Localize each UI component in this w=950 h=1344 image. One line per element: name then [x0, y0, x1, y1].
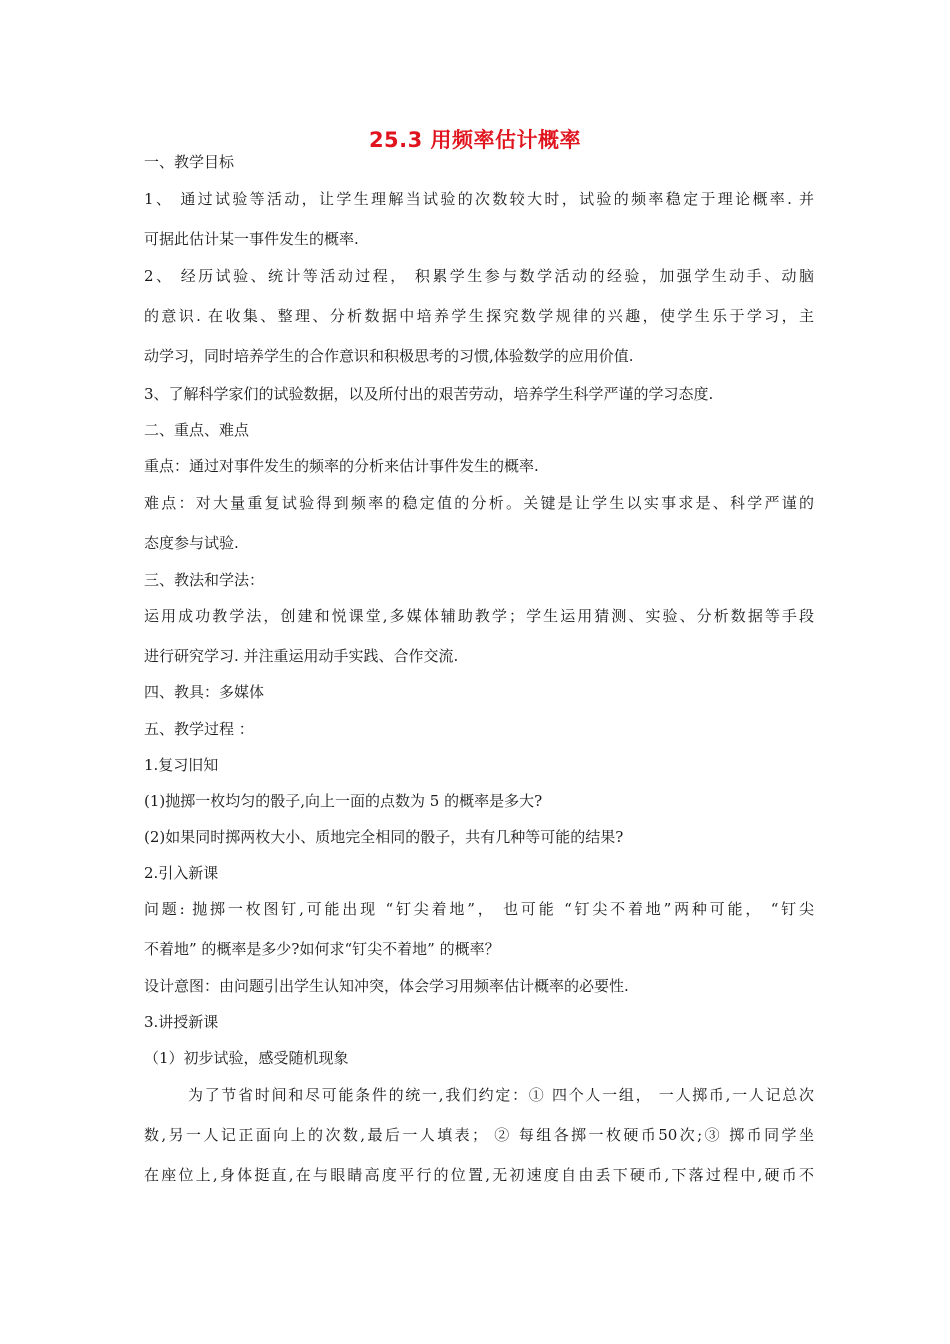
paragraph-line: 为了节省时间和尽可能条件的统一,我们约定：① 四个人一组， 一人掷币,一人记总次 — [188, 1086, 814, 1104]
section-heading-process: 五、教学过程 ： — [144, 720, 254, 738]
paragraph-line: 重点：通过对事件发生的频率的分析来估计事件发生的概率. — [144, 457, 539, 475]
paragraph-line: 的意识. 在收集、整理、分析数据中培养学生探究数学规律的兴趣，使学生乐于学习，主 — [144, 307, 814, 325]
subheading-initial-experiment: （1）初步试验，感受随机现象 — [144, 1049, 349, 1067]
paragraph-line: 运用成功教学法，创建和悦课堂,多媒体辅助教学；学生运用猜测、实验、分析数据等手段 — [144, 607, 814, 625]
paragraph-line: 2、 经历试验、统计等活动过程， 积累学生参与数学活动的经验，加强学生动手、动脑 — [144, 267, 814, 285]
paragraph-line: 3、了解科学家们的试验数据，以及所付出的艰苦劳动，培养学生科学严谨的学习态度. — [144, 385, 714, 403]
paragraph-line: 进行研究学习. 并注重运用动手实践、合作交流. — [144, 647, 459, 665]
section-heading-tools: 四、教具：多媒体 — [144, 683, 265, 701]
question-line: (1)抛掷一枚均匀的骰子,向上一面的点数为 5 的概率是多大? — [144, 792, 543, 810]
paragraph-line: 设计意图：由问题引出学生认知冲突，体会学习用频率估计概率的必要性. — [144, 977, 629, 995]
paragraph-line: 1、 通过试验等活动，让学生理解当试验的次数较大时，试验的频率稳定于理论概率. 并 — [144, 190, 814, 208]
paragraph-line: 态度参与试验. — [144, 534, 239, 552]
section-heading-methods: 三、教法和学法： — [144, 571, 265, 589]
paragraph-line: 问题: 抛掷一枚图钉,可能出现 “钉尖着地”， 也可能 “钉尖不着地”两种可能， “钉尖 — [144, 900, 814, 918]
paragraph-line: 动学习，同时培养学生的合作意识和积极思考的习惯,体验数学的应用价值. — [144, 347, 634, 365]
paragraph-line: 数,另一人记正面向上的次数,最后一人填表； ② 每组各掷一枚硬币50次;③ 掷币同学坐 — [144, 1126, 814, 1144]
section-heading-objectives: 一、教学目标 — [144, 153, 235, 171]
subheading-teaching: 3.讲授新课 — [144, 1013, 219, 1031]
paragraph-line: 在座位上,身体挺直,在与眼睛高度平行的位置,无初速度自由丢下硬币,下落过程中,硬币不 — [144, 1166, 814, 1184]
paragraph-line: 不着地” 的概率是多少?如何求“钉尖不着地” 的概率？ — [144, 940, 500, 958]
section-heading-key-points: 二、重点、难点 — [144, 421, 250, 439]
paragraph-line: 难点：对大量重复试验得到频率的稳定值的分析。关键是让学生以实事求是、科学严谨的 — [144, 494, 814, 512]
question-line: (2)如果同时掷两枚大小、质地完全相同的骰子，共有几种等可能的结果? — [144, 828, 624, 846]
subheading-review: 1.复习旧知 — [144, 756, 219, 774]
page-title: 25.3 用频率估计概率 — [368, 128, 582, 152]
subheading-new-lesson: 2.引入新课 — [144, 864, 219, 882]
paragraph-line: 可据此估计某一事件发生的概率. — [144, 230, 359, 248]
